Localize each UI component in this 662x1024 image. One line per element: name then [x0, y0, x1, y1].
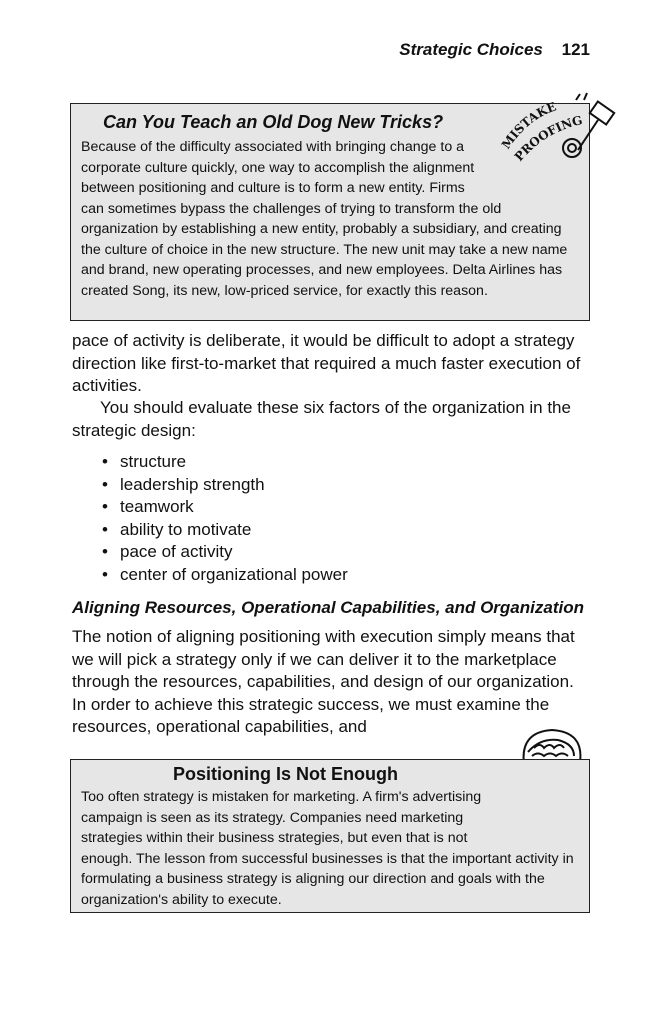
list-item: • structure: [102, 451, 348, 474]
list-item: • center of organizational power: [102, 564, 348, 587]
list-item: • leadership strength: [102, 474, 348, 497]
list-item: • ability to motivate: [102, 519, 348, 542]
sidebar-title: Can You Teach an Old Dog New Tricks?: [103, 112, 444, 132]
sidebar-body: Because of the difficulty associated with bringing change to a corporate culture quickly, one way to accomplish the alignment between positioning and culture is to form a new entity. Firms can sometimes bypass the challenges of trying to transform the old organization by establishing a new entity, probably a subsidiary, and creating the culture of choice in the new structure. The new unit may take a new name and brand, new operating processes, and new employees. Delta Airlines has created Song, its new, low-priced service, for exactly this reason.: [81, 139, 568, 299]
section-subhead: Aligning Resources, Operational Capabilities, and Organization: [72, 598, 584, 617]
factors-list: [102, 451, 348, 587]
page-number: 121: [561, 40, 590, 59]
paragraph-continued: pace of activity is deliberate, it would be difficult to adopt a strategy direction like first-to-market that required a much faster execution of activities.: [72, 331, 581, 396]
icon-label-bottom: PROOFING: [511, 113, 584, 164]
sidebar-body: Too often strategy is mistaken for marketing. A firm's advertising campaign is seen as its strategy. Companies need marketing strategies within their business strategies, but even that is not enough. The lesson from successful businesses is that the important activity in formulating a business strategy is aligning our direction and goals with the organization's ability to execute.: [81, 789, 574, 908]
paragraph-aligning: The notion of aligning positioning with execution simply means that we will pick a strategy only if we can deliver it to the marketplace through the resources, capabilities, and design of our organization. In order to achieve this strategic success, we must examine the resources, operational capabilities, and: [72, 627, 575, 737]
sidebar-title: Positioning Is Not Enough: [173, 764, 398, 784]
list-item: • pace of activity: [102, 541, 348, 564]
chapter-title: Strategic Choices: [399, 40, 543, 59]
running-header: [399, 40, 590, 60]
paragraph-factors-intro: You should evaluate these six factors of the organization in the strategic design:: [72, 398, 571, 440]
smart-managing-sidebar: [70, 759, 590, 913]
icon-label-top: MISTAKE: [498, 99, 559, 152]
mistake-proofing-icon: [498, 92, 620, 172]
list-item: • teamwork: [102, 496, 348, 519]
